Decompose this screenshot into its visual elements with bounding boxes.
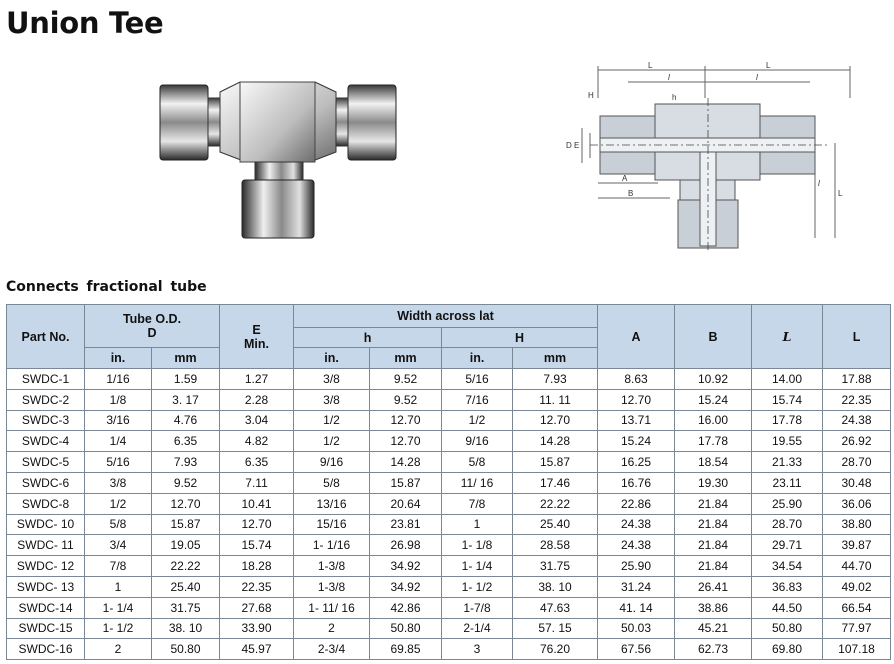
cell-part-no: SWDC-4	[7, 431, 85, 452]
cell-h-in: 1-3/8	[294, 556, 370, 577]
cell-tube-mm: 19.05	[152, 535, 220, 556]
header-b: B	[675, 305, 752, 369]
cell-h-mm: 23.81	[370, 514, 442, 535]
cell-h-in: 2-3/4	[294, 639, 370, 660]
cell-a: 12.70	[598, 389, 675, 410]
header-tube-od-label: Tube O.D.	[122, 312, 182, 326]
cell-b: 21.84	[675, 556, 752, 577]
cell-part-no: SWDC- 12	[7, 556, 85, 577]
label-h: h	[672, 93, 677, 102]
cell-h-mm: 20.64	[370, 493, 442, 514]
cell-hh-in: 1/2	[442, 410, 513, 431]
cell-a: 15.24	[598, 431, 675, 452]
label-D: D	[566, 141, 572, 150]
cell-l-small: 25.90	[752, 493, 823, 514]
label-l-vert: l	[818, 179, 820, 188]
cell-part-no: SWDC- 10	[7, 514, 85, 535]
cell-part-no: SWDC-15	[7, 618, 85, 639]
table-row	[7, 535, 891, 556]
table-row	[7, 389, 891, 410]
cell-hh-mm: 57. 15	[513, 618, 598, 639]
cell-h-in: 15/16	[294, 514, 370, 535]
cell-tube-mm: 1.59	[152, 369, 220, 390]
cell-hh-in: 5/8	[442, 452, 513, 473]
cell-l-small: 17.78	[752, 410, 823, 431]
cell-e-min: 7.11	[220, 472, 294, 493]
cell-l-large: 39.87	[823, 535, 891, 556]
header-e-label: E	[252, 322, 261, 337]
cell-a: 24.38	[598, 514, 675, 535]
cell-l-small: 23.11	[752, 472, 823, 493]
cell-l-large: 38.80	[823, 514, 891, 535]
table-row	[7, 639, 891, 660]
header-e-min: Min.	[244, 336, 270, 351]
cell-h-mm: 50.80	[370, 618, 442, 639]
cell-tube-mm: 3. 17	[152, 389, 220, 410]
cell-e-min: 15.74	[220, 535, 294, 556]
page-title: Union Tee	[6, 6, 164, 40]
cell-hh-mm: 11. 11	[513, 389, 598, 410]
cell-tube-in: 1/2	[85, 493, 152, 514]
cell-part-no: SWDC- 11	[7, 535, 85, 556]
label-L-left: L	[648, 61, 653, 70]
cell-h-in: 13/16	[294, 493, 370, 514]
label-l-right: l	[756, 73, 758, 82]
cell-a: 24.38	[598, 535, 675, 556]
cell-h-mm: 69.85	[370, 639, 442, 660]
cell-e-min: 1.27	[220, 369, 294, 390]
cell-hh-in: 1	[442, 514, 513, 535]
cell-hh-mm: 14.28	[513, 431, 598, 452]
cell-l-small: 28.70	[752, 514, 823, 535]
cell-b: 18.54	[675, 452, 752, 473]
cell-b: 38.86	[675, 597, 752, 618]
cell-e-min: 22.35	[220, 576, 294, 597]
spec-table	[6, 304, 891, 660]
cell-h-in: 2	[294, 618, 370, 639]
label-L-vert: L	[838, 189, 843, 198]
table-row	[7, 556, 891, 577]
cell-b: 45.21	[675, 618, 752, 639]
cell-hh-in: 7/8	[442, 493, 513, 514]
table-row	[7, 618, 891, 639]
cell-a: 22.86	[598, 493, 675, 514]
cell-b: 19.30	[675, 472, 752, 493]
cell-tube-in: 7/8	[85, 556, 152, 577]
cell-h-in: 9/16	[294, 452, 370, 473]
cell-l-large: 24.38	[823, 410, 891, 431]
cell-b: 21.84	[675, 514, 752, 535]
cell-l-large: 28.70	[823, 452, 891, 473]
cell-hh-in: 5/16	[442, 369, 513, 390]
cell-hh-mm: 25.40	[513, 514, 598, 535]
cell-part-no: SWDC-3	[7, 410, 85, 431]
cell-h-mm: 15.87	[370, 472, 442, 493]
cell-tube-in: 1/8	[85, 389, 152, 410]
cell-l-small: 69.80	[752, 639, 823, 660]
cell-h-in: 1/2	[294, 431, 370, 452]
header-l-large: L	[823, 305, 891, 369]
cell-hh-mm: 47.63	[513, 597, 598, 618]
label-B: B	[628, 189, 634, 198]
cell-h-in: 1- 1/16	[294, 535, 370, 556]
cell-b: 16.00	[675, 410, 752, 431]
cell-part-no: SWDC-1	[7, 369, 85, 390]
cell-a: 25.90	[598, 556, 675, 577]
cell-tube-in: 3/16	[85, 410, 152, 431]
cell-b: 62.73	[675, 639, 752, 660]
cell-b: 21.84	[675, 493, 752, 514]
header-tube-od-d: D	[147, 326, 157, 340]
label-A: A	[622, 174, 628, 183]
cell-l-large: 77.97	[823, 618, 891, 639]
cell-h-in: 1-3/8	[294, 576, 370, 597]
cell-part-no: SWDC-5	[7, 452, 85, 473]
cell-hh-mm: 22.22	[513, 493, 598, 514]
cell-tube-in: 1/4	[85, 431, 152, 452]
cell-hh-in: 7/16	[442, 389, 513, 410]
header-d-in: in.	[85, 348, 152, 369]
cell-h-mm: 34.92	[370, 556, 442, 577]
cell-l-large: 49.02	[823, 576, 891, 597]
cell-tube-mm: 50.80	[152, 639, 220, 660]
cell-part-no: SWDC-8	[7, 493, 85, 514]
cell-e-min: 18.28	[220, 556, 294, 577]
cell-a: 41. 14	[598, 597, 675, 618]
cell-h-in: 5/8	[294, 472, 370, 493]
cell-part-no: SWDC-16	[7, 639, 85, 660]
header-hh-mm: mm	[513, 348, 598, 369]
header-width-across: Width across lat	[294, 305, 598, 328]
header-tube-od	[85, 305, 220, 348]
label-H: H	[588, 91, 594, 100]
cell-tube-in: 1- 1/2	[85, 618, 152, 639]
table-row	[7, 597, 891, 618]
cell-tube-in: 2	[85, 639, 152, 660]
header-d-mm: mm	[152, 348, 220, 369]
cell-l-large: 107.18	[823, 639, 891, 660]
cell-hh-mm: 38. 10	[513, 576, 598, 597]
table-row	[7, 472, 891, 493]
cell-h-mm: 9.52	[370, 369, 442, 390]
cell-l-small: 34.54	[752, 556, 823, 577]
cell-tube-in: 1/16	[85, 369, 152, 390]
cell-tube-mm: 25.40	[152, 576, 220, 597]
cell-e-min: 27.68	[220, 597, 294, 618]
table-row	[7, 576, 891, 597]
cell-h-mm: 9.52	[370, 389, 442, 410]
cell-l-small: 29.71	[752, 535, 823, 556]
cell-tube-in: 5/8	[85, 514, 152, 535]
cell-hh-in: 9/16	[442, 431, 513, 452]
cell-l-large: 36.06	[823, 493, 891, 514]
cell-b: 17.78	[675, 431, 752, 452]
cell-tube-mm: 31.75	[152, 597, 220, 618]
cell-hh-in: 1- 1/4	[442, 556, 513, 577]
cell-h-in: 1- 11/ 16	[294, 597, 370, 618]
union-tee-technical-drawing	[560, 58, 860, 253]
header-h-large: H	[442, 328, 598, 348]
label-L-right: L	[766, 61, 771, 70]
cell-tube-in: 5/16	[85, 452, 152, 473]
cell-h-mm: 12.70	[370, 431, 442, 452]
cell-l-large: 44.70	[823, 556, 891, 577]
cell-b: 15.24	[675, 389, 752, 410]
cell-hh-in: 2-1/4	[442, 618, 513, 639]
table-row	[7, 410, 891, 431]
cell-tube-mm: 4.76	[152, 410, 220, 431]
cell-a: 16.25	[598, 452, 675, 473]
cell-a: 67.56	[598, 639, 675, 660]
cell-e-min: 45.97	[220, 639, 294, 660]
cell-tube-mm: 12.70	[152, 493, 220, 514]
cell-a: 16.76	[598, 472, 675, 493]
cell-e-min: 2.28	[220, 389, 294, 410]
cell-l-small: 21.33	[752, 452, 823, 473]
cell-hh-mm: 17.46	[513, 472, 598, 493]
cell-e-min: 4.82	[220, 431, 294, 452]
header-l-small: L	[752, 305, 823, 369]
cell-e-min: 10.41	[220, 493, 294, 514]
cell-l-small: 14.00	[752, 369, 823, 390]
cell-part-no: SWDC-6	[7, 472, 85, 493]
cell-e-min: 12.70	[220, 514, 294, 535]
cell-b: 26.41	[675, 576, 752, 597]
cell-a: 13.71	[598, 410, 675, 431]
cell-b: 21.84	[675, 535, 752, 556]
cell-hh-in: 3	[442, 639, 513, 660]
cell-b: 10.92	[675, 369, 752, 390]
cell-h-mm: 26.98	[370, 535, 442, 556]
cell-e-min: 3.04	[220, 410, 294, 431]
header-e	[220, 305, 294, 369]
table-row	[7, 514, 891, 535]
cell-tube-mm: 9.52	[152, 472, 220, 493]
cell-hh-mm: 31.75	[513, 556, 598, 577]
spec-table-body	[7, 369, 891, 660]
cell-e-min: 33.90	[220, 618, 294, 639]
cell-h-mm: 14.28	[370, 452, 442, 473]
cell-l-small: 15.74	[752, 389, 823, 410]
cell-l-small: 19.55	[752, 431, 823, 452]
cell-part-no: SWDC-2	[7, 389, 85, 410]
table-row	[7, 369, 891, 390]
table-row	[7, 431, 891, 452]
label-E: E	[574, 141, 580, 150]
label-l-left: l	[668, 73, 670, 82]
cell-l-large: 30.48	[823, 472, 891, 493]
cell-tube-mm: 6.35	[152, 431, 220, 452]
cell-hh-mm: 12.70	[513, 410, 598, 431]
cell-tube-mm: 15.87	[152, 514, 220, 535]
header-h-in: in.	[294, 348, 370, 369]
cell-tube-in: 1	[85, 576, 152, 597]
cell-tube-in: 3/4	[85, 535, 152, 556]
cell-l-large: 22.35	[823, 389, 891, 410]
cell-h-mm: 34.92	[370, 576, 442, 597]
table-row	[7, 493, 891, 514]
cell-hh-in: 1- 1/2	[442, 576, 513, 597]
cell-tube-mm: 38. 10	[152, 618, 220, 639]
cell-h-mm: 12.70	[370, 410, 442, 431]
cell-hh-in: 1- 1/8	[442, 535, 513, 556]
cell-h-in: 1/2	[294, 410, 370, 431]
cell-part-no: SWDC-14	[7, 597, 85, 618]
cell-a: 50.03	[598, 618, 675, 639]
cell-l-large: 17.88	[823, 369, 891, 390]
header-a: A	[598, 305, 675, 369]
header-h-small: h	[294, 328, 442, 348]
cell-tube-mm: 22.22	[152, 556, 220, 577]
cell-h-in: 3/8	[294, 369, 370, 390]
cell-hh-mm: 15.87	[513, 452, 598, 473]
section-subtitle: Connects fractional tube	[6, 279, 207, 295]
cell-hh-mm: 28.58	[513, 535, 598, 556]
cell-a: 8.63	[598, 369, 675, 390]
cell-l-large: 66.54	[823, 597, 891, 618]
cell-tube-mm: 7.93	[152, 452, 220, 473]
table-row	[7, 452, 891, 473]
cell-hh-mm: 7.93	[513, 369, 598, 390]
cell-hh-mm: 76.20	[513, 639, 598, 660]
cell-e-min: 6.35	[220, 452, 294, 473]
cell-l-small: 44.50	[752, 597, 823, 618]
cell-hh-in: 1-7/8	[442, 597, 513, 618]
cell-l-small: 36.83	[752, 576, 823, 597]
cell-part-no: SWDC- 13	[7, 576, 85, 597]
cell-hh-in: 11/ 16	[442, 472, 513, 493]
cell-tube-in: 3/8	[85, 472, 152, 493]
cell-h-in: 3/8	[294, 389, 370, 410]
cell-tube-in: 1- 1/4	[85, 597, 152, 618]
cell-h-mm: 42.86	[370, 597, 442, 618]
header-part-no: Part No.	[7, 305, 85, 369]
header-h-mm: mm	[370, 348, 442, 369]
cell-l-small: 50.80	[752, 618, 823, 639]
cell-a: 31.24	[598, 576, 675, 597]
cell-l-large: 26.92	[823, 431, 891, 452]
union-tee-photo	[150, 70, 410, 245]
header-hh-in: in.	[442, 348, 513, 369]
